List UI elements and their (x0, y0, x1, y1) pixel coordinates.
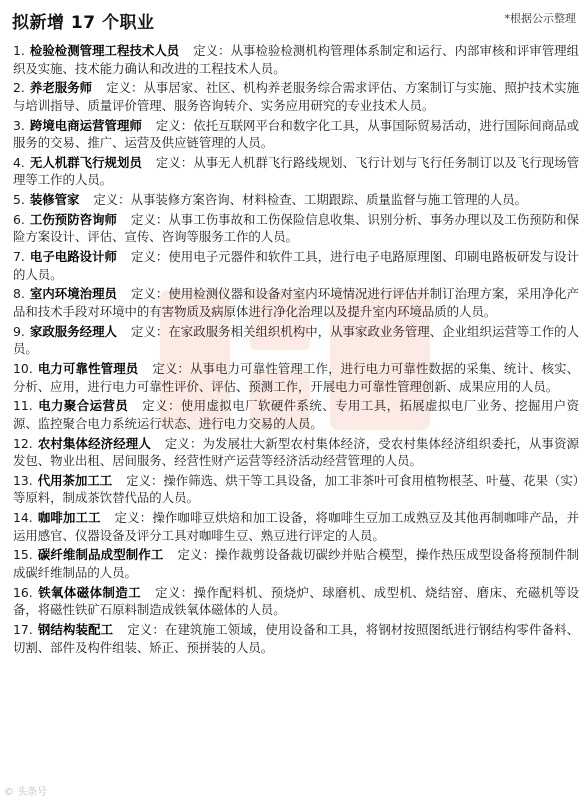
entry-number: 4. (13, 154, 25, 170)
definition-label: 定义： (127, 621, 165, 637)
definition-label: 定义： (152, 360, 190, 376)
occupation-entry (13, 584, 579, 619)
entry-number: 3. (13, 117, 25, 133)
occupation-entry (13, 323, 579, 358)
occupation-name: 装修管家 (29, 192, 80, 208)
occupation-definition: 从事检验检测机构管理体系制定和运行、内部审核和评审管理组织及实施、技术能力确认和改进的工程技术人员。 (13, 43, 580, 76)
header (0, 0, 586, 40)
occupation-entry (13, 191, 579, 209)
occupation-definition: 从事无人机群飞行路线规划、飞行计划与飞行任务制订以及飞行现场管理等工作的人员。 (13, 154, 580, 188)
entry-number: 14. (13, 510, 33, 526)
definition-label: 定义： (155, 117, 194, 133)
occupation-definition: 为发展壮大新型农村集体经济，受农村集体经济组织委托，从事资源发包、物业出租、居间服务、经营性财产运营等经济活动经营管理的人员。 (13, 435, 580, 469)
definition-label: 定义： (131, 323, 169, 339)
occupation-name: 电力可靠性管理员 (37, 360, 139, 376)
definition-label: 定义： (106, 80, 144, 96)
entry-number: 13. (13, 472, 33, 488)
occupation-entry (13, 360, 579, 395)
occupation-name: 咖啡加工工 (37, 510, 101, 526)
occupation-entry (13, 546, 579, 581)
entry-number: 5. (13, 192, 25, 208)
entry-number: 9. (13, 323, 25, 339)
occupation-name: 钢结构装配工 (37, 621, 114, 637)
definition-label: 定义： (164, 435, 203, 451)
occupation-definition: 从事装修方案咨询、材料检查、工期跟踪、质量监督与施工管理的人员。 (130, 192, 528, 208)
definition-label: 定义： (155, 584, 194, 600)
occupation-definition: 操作配料机、预烧炉、球磨机、成型机、烧结窑、磨床、充磁机等设备，将磁性铁矿石原料制造成铁氧体磁体的人员。 (13, 584, 580, 618)
definition-label: 定义： (177, 547, 216, 563)
definition-label: 定义： (155, 154, 194, 170)
occupation-name: 电力聚合运营员 (37, 398, 129, 414)
occupation-definition: 使用虚拟电厂软硬件系统、专用工具，拓展虚拟电厂业务、挖掘用户资源、监控聚合电力系统运行状态、进行电力交易的人员。 (13, 398, 580, 431)
occupation-entry (13, 435, 579, 470)
occupation-name: 代用茶加工工 (37, 472, 113, 488)
occupation-name: 农村集体经济经理人 (37, 435, 151, 451)
definition-label: 定义： (114, 510, 153, 526)
definition-label: 定义： (131, 211, 169, 227)
occupation-definition: 使用电子元器件和软件工具，进行电子电路原理图、印刷电路板研发与设计的人员。 (13, 249, 580, 282)
page-title: 拟新增 17 个职业 (12, 13, 155, 33)
occupation-definition: 操作咖啡豆烘焙和加工设备，将咖啡生豆加工成熟豆及其他再制咖啡产品，并运用感官、仪器设备及评分工具对咖啡生豆、熟豆进行评定的人员。 (13, 510, 580, 543)
occupation-list (13, 42, 579, 658)
entry-number: 2. (13, 80, 25, 96)
occupation-name: 检验检测管理工程技术人员 (29, 43, 180, 58)
occupation-definition: 从事电力可靠性管理工作，进行电力可靠性数据的采集、统计、核实、分析、应用，进行电力可靠性评价、评估、预测工作，开展电力可靠性管理创新、成果应用的人员。 (13, 360, 580, 394)
definition-label: 定义： (126, 472, 164, 488)
entry-number: 10. (13, 360, 33, 376)
entry-number: 12. (13, 435, 33, 451)
entry-number: 1. (13, 43, 25, 58)
occupation-name: 铁氧体磁体制造工 (37, 584, 142, 600)
occupation-entry (13, 472, 579, 507)
entry-number: 17. (13, 621, 33, 637)
occupation-name: 跨境电商运营管理师 (29, 117, 142, 133)
occupation-name: 工伤预防咨询师 (29, 211, 118, 227)
entry-number: 8. (13, 286, 25, 302)
source-note: *根据公示整理 (504, 12, 576, 25)
occupation-entry (13, 248, 579, 283)
entry-number: 15. (13, 547, 33, 563)
occupation-name: 室内环境治理员 (29, 286, 118, 302)
entry-number: 16. (13, 584, 33, 600)
definition-label: 定义： (131, 249, 169, 265)
occupation-name: 养老服务师 (29, 80, 93, 96)
occupation-entry (13, 397, 579, 432)
occupation-definition: 从事居家、社区、机构养老服务综合需求评估、方案制订与实施、照护技术实施与培训指导、质量评价管理、服务咨询转介、实务应用研究的专业技术人员。 (13, 80, 580, 113)
occupation-name: 家政服务经理人 (29, 323, 118, 339)
occupation-entry (13, 285, 579, 320)
definition-label: 定义： (142, 398, 181, 414)
entry-number: 6. (13, 211, 25, 227)
occupation-name: 无人机群飞行规划员 (29, 154, 142, 170)
occupation-name: 碳纤维制品成型制作工 (37, 547, 164, 563)
occupation-entry (13, 621, 579, 656)
occupation-definition: 操作筛选、烘干等工具设备，加工非茶叶可食用植物根茎、叶蔓、花果（实）等原料，制成茶饮替代品的人员。 (13, 472, 579, 506)
definition-label: 定义： (131, 286, 169, 302)
entry-number: 7. (13, 249, 25, 265)
occupation-entry (13, 509, 579, 544)
occupation-definition: 依托互联网平台和数字化工具，从事国际贸易活动，进行国际间商品或服务的交易、推广、运营及供应链管理的人员。 (13, 117, 580, 151)
occupation-entry (13, 211, 579, 246)
occupation-entry (13, 154, 579, 189)
occupation-entry (13, 42, 579, 77)
occupation-definition: 在建筑施工领域，使用设备和工具，将钢材按照图纸进行钢结构零件备料、切割、部件及构件组装、矫正、预拼装的人员。 (13, 621, 580, 655)
occupation-definition: 从事工伤事故和工伤保险信息收集、识别分析、事务办理以及工伤预防和保险方案设计、评估、宣传、咨询等服务工作的人员。 (13, 211, 580, 245)
occupation-definition: 使用检测仪器和设备对室内环境情况进行评估并制订治理方案，采用净化产品和技术手段对环境中的有害物质及病原体进行净化治理以及提升室内环境品质的人员。 (13, 286, 580, 319)
definition-label: 定义： (193, 43, 231, 58)
definition-label: 定义： (93, 192, 131, 208)
entry-number: 11. (13, 398, 33, 414)
occupation-name: 电子电路设计师 (29, 249, 118, 265)
footer-credit: © 头条号 (4, 787, 48, 798)
occupation-definition: 操作裁剪设备裁切碳纱并贴合模型，操作热压成型设备将预制件制成碳纤维制品的人员。 (13, 547, 580, 580)
occupation-entry (13, 117, 579, 152)
occupation-entry (13, 79, 579, 114)
occupation-definition: 在家政服务相关组织机构中，从事家政业务管理、企业组织运营等工作的人员。 (13, 323, 580, 357)
